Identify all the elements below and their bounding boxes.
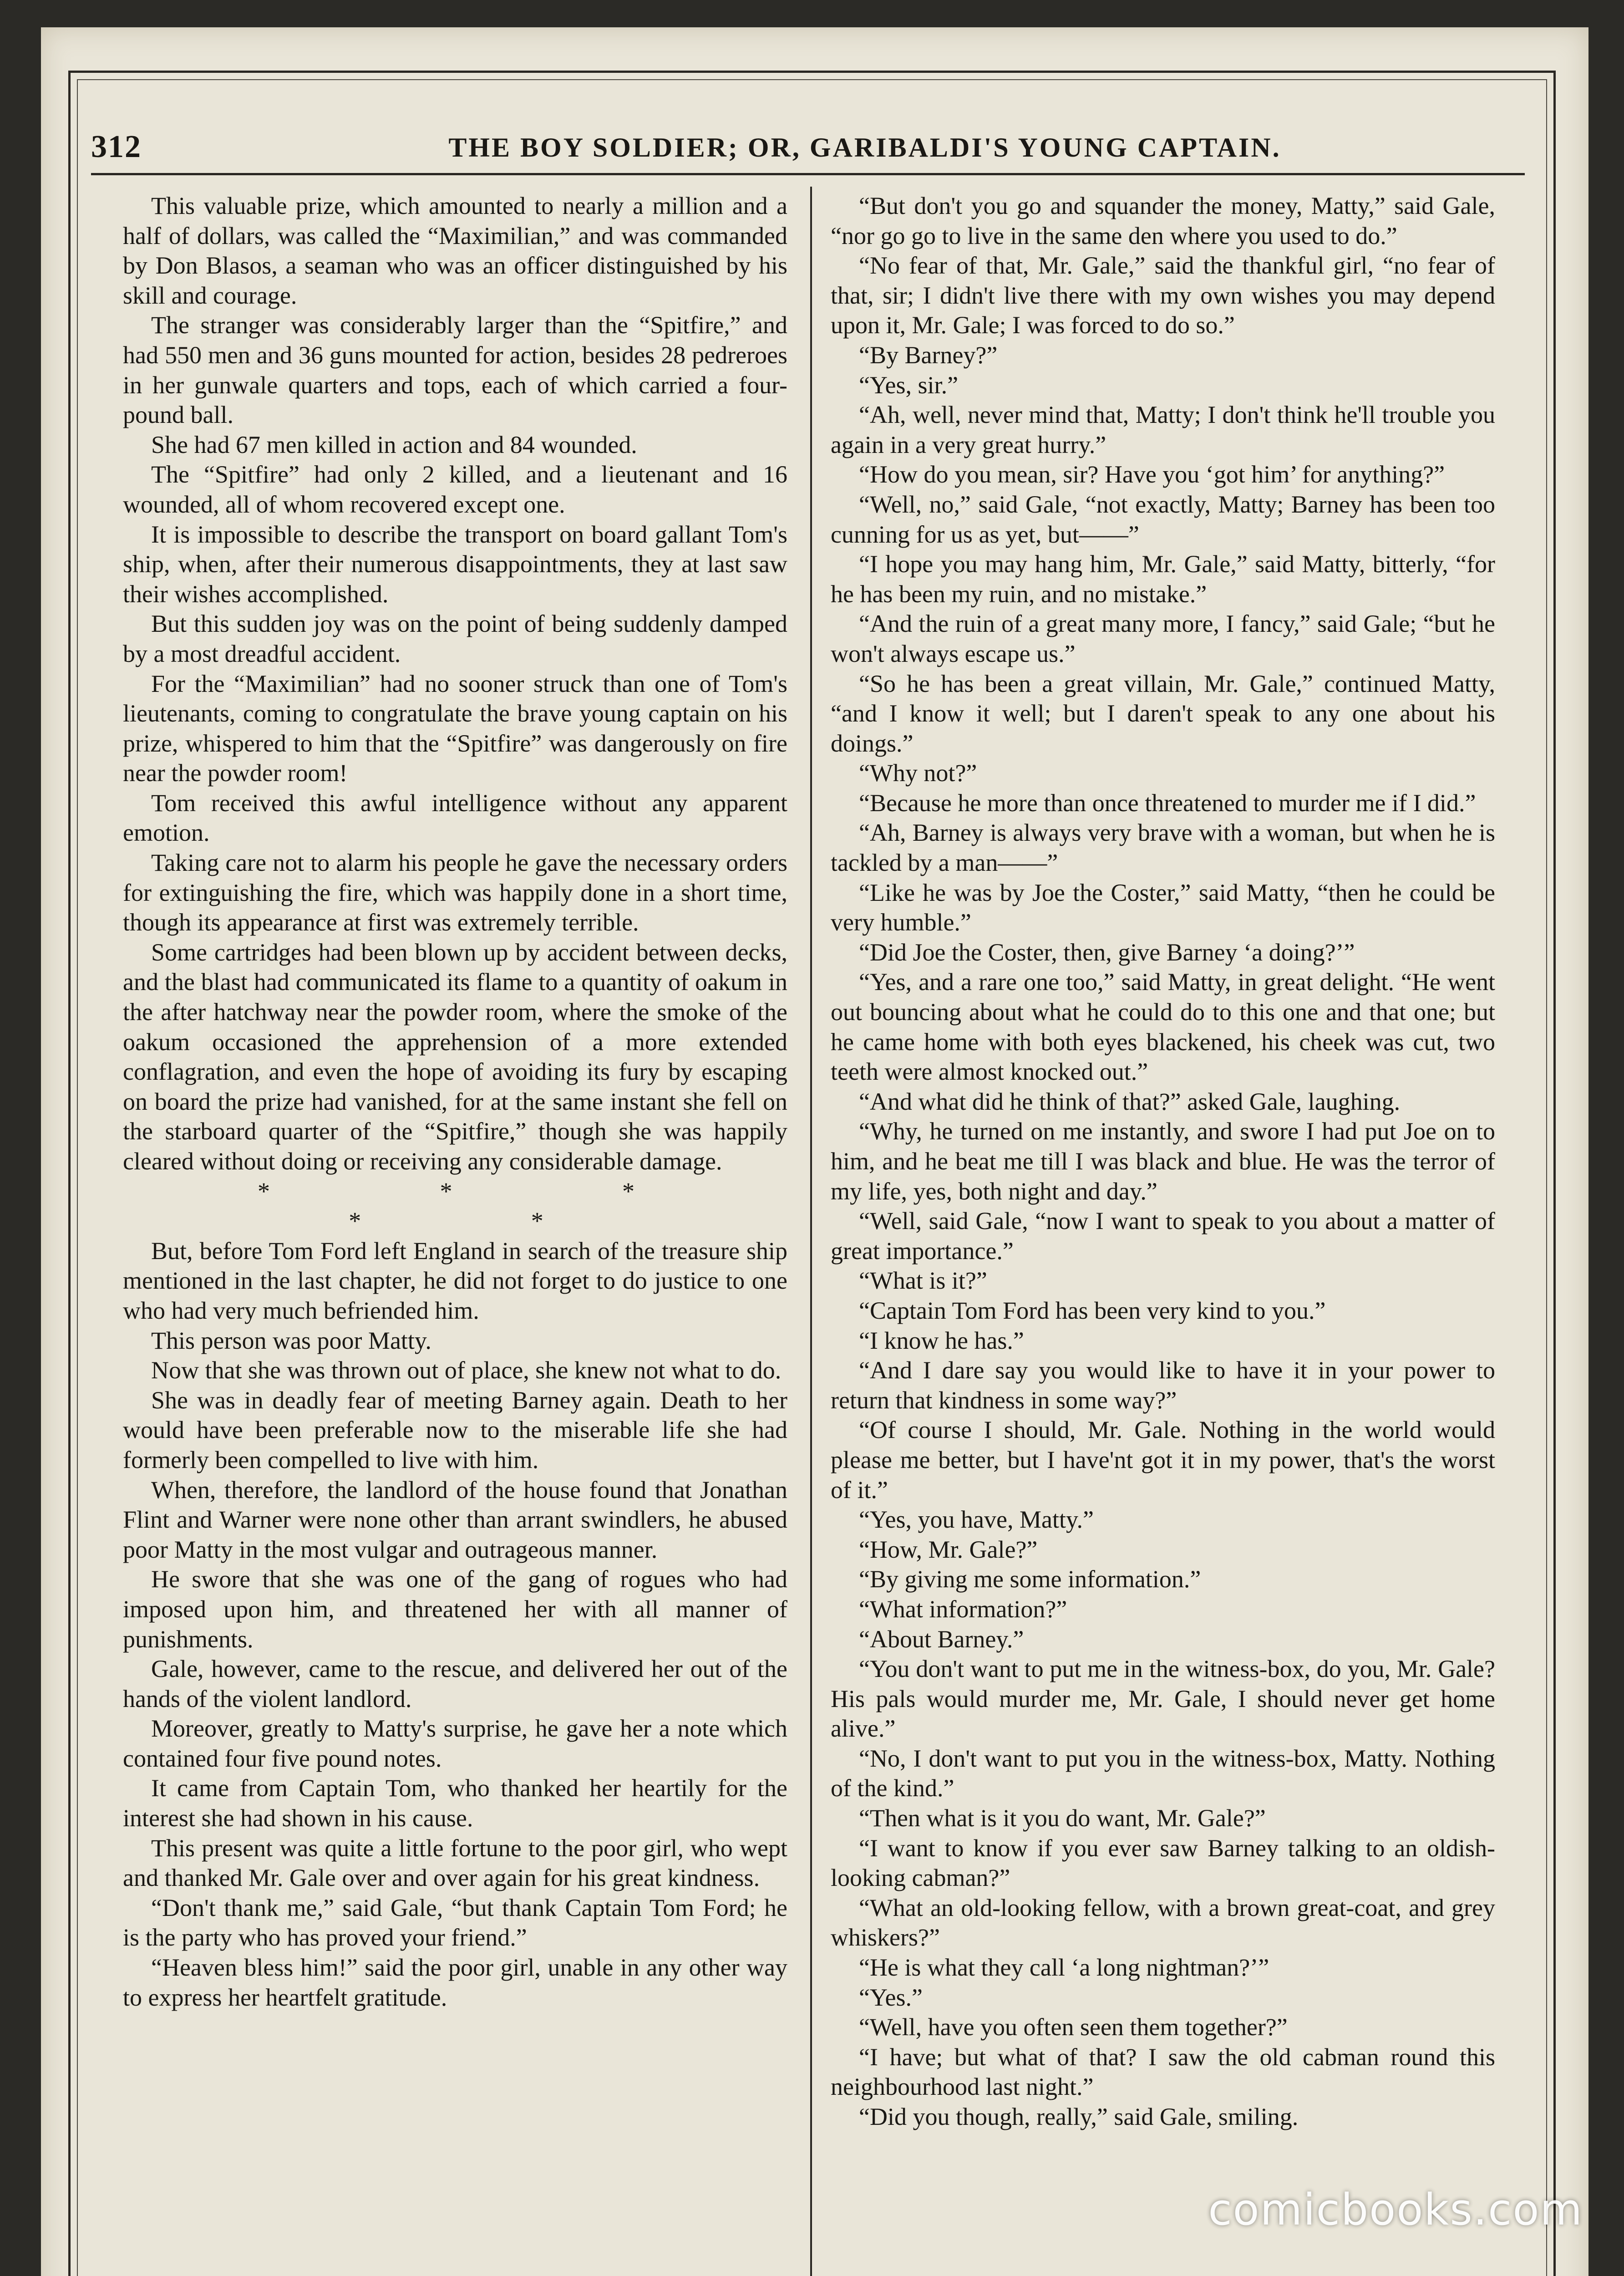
paragraph: “By Barney?” (859, 341, 998, 369)
paragraph: “I know he has.” (859, 1326, 1024, 1354)
paragraph: “He is what they call ‘a long nightman?’” (859, 1954, 1269, 1981)
paragraph: “What information?” (859, 1595, 1067, 1623)
paragraph: “Why, he turned on me instantly, and swore I had put Joe on to him, and he beat me till I was black and blue. He was the terror of my life, yes, both night and day.” (831, 1118, 1495, 1205)
paragraph: This valuable prize, which amounted to nearly a million and a half of dollars, was called the “Maximilian,” and was commanded by Don Blasos, a seaman who was an officer distinguished by his skill and courage. (123, 192, 787, 309)
paragraph: “And what did he think of that?” asked Gale, laughing. (859, 1087, 1401, 1115)
paragraph: “How do you mean, sir? Have you ‘got him’ for anything?” (859, 461, 1445, 488)
paragraph: “Did you though, really,” said Gale, smiling. (859, 2103, 1299, 2130)
paragraph: Moreover, greatly to Matty's surprise, he gave her a note which contained four five pound notes. (123, 1715, 787, 1772)
paragraph: Taking care not to alarm his people he gave the necessary orders for extinguishing the fire, which was happily done in a short time, though its appearance at first was extremely terrible. (123, 849, 787, 936)
paragraph: But this sudden joy was on the point of being suddenly damped by a most dreadful accident. (123, 610, 787, 667)
paragraph: “Well, have you often seen them together?” (859, 2013, 1288, 2041)
paragraph: “Captain Tom Ford has been very kind to you.” (859, 1296, 1326, 1324)
paragraph: Now that she was thrown out of place, she knew not what to do. (151, 1356, 782, 1384)
paragraph: “About Barney.” (859, 1625, 1024, 1653)
paragraph: “What is it?” (859, 1267, 987, 1295)
paragraph: “Yes, you have, Matty.” (859, 1506, 1094, 1534)
magazine-page (41, 27, 1588, 2276)
paragraph: “Why not?” (859, 759, 977, 787)
paragraph: “Like he was by Joe the Coster,” said Matty, “then he could be very humble.” (831, 879, 1495, 936)
paragraph: She was in deadly fear of meeting Barney again. Death to her would have been preferable now to the miserable life she had formerly been compelled to live with him. (123, 1386, 787, 1473)
paragraph: This present was quite a little fortune to the poor girl, who wept and thanked Mr. Gale over and over again for his great kindness. (123, 1834, 787, 1892)
paragraph: Some cartridges had been blown up by accident between decks, and the blast had communicated its flame to a quantity of oakum in the after hatchway near the powder room, where the smoke of the oakum occasioned the apprehension of a more extended conflagration, and even the hope of avoiding its fury by escaping on board the prize had vanished, for at the same instant she fell on the starboard quarter of the “Spitfire,” though she was happily cleared without doing or receiving any considerable damage. (123, 938, 787, 1175)
paragraph: “No fear of that, Mr. Gale,” said the thankful girl, “no fear of that, sir; I didn't live there with my own wishes you may depend upon it, Mr. Gale; I was forced to do so.” (831, 252, 1495, 339)
paragraph: “Ah, Barney is always very brave with a woman, but when he is tackled by a man——” (831, 819, 1495, 877)
paragraph: “Well, said Gale, “now I want to speak to you about a matter of great importance.” (831, 1207, 1495, 1265)
column-divider (810, 187, 812, 2276)
page-header (91, 107, 1525, 175)
page-number: 312 (91, 129, 142, 164)
paragraph: “Of course I should, Mr. Gale. Nothing in the world would please me better, but I have'nt got it in my power, that's the worst of it.” (831, 1416, 1495, 1504)
paragraph: Tom received this awful intelligence without any apparent emotion. (123, 789, 787, 847)
paragraph: “Ah, well, never mind that, Matty; I don't think he'll trouble you again in a very great hurry.” (831, 401, 1495, 458)
paragraph: This person was poor Matty. (151, 1326, 431, 1354)
paragraph: For the “Maximilian” had no sooner struck than one of Tom's lieutenants, coming to congratulate the brave young captain on his prize, whispered to him that the “Spitfire” was dangerously on fire near the powder room! (123, 670, 787, 787)
paragraph: “Yes, sir.” (859, 371, 959, 399)
paragraph: The “Spitfire” had only 2 killed, and a lieutenant and 16 wounded, all of whom recovered except one. (123, 461, 787, 518)
site-watermark: comicbooks.com (1208, 2185, 1583, 2235)
paragraph: It came from Captain Tom, who thanked her heartily for the interest she had shown in his cause. (123, 1774, 787, 1832)
paragraph: “Because he more than once threatened to murder me if I did.” (859, 789, 1476, 817)
paragraph: “Did Joe the Coster, then, give Barney ‘a doing?’” (859, 938, 1355, 966)
running-title: THE BOY SOLDIER; OR, GARIBALDI'S YOUNG CAPTAIN. (448, 132, 1281, 163)
header-rule (91, 173, 1525, 175)
paragraph: “You don't want to put me in the witness-box, do you, Mr. Gale? His pals would murder me, Mr. Gale, I should never get home alive.” (831, 1655, 1495, 1743)
paragraph: He swore that she was one of the gang of rogues who had imposed upon him, and threatened her with all manner of punishments. (123, 1565, 787, 1653)
paragraph: “What an old-looking fellow, with a brown great-coat, and grey whiskers?” (831, 1894, 1495, 1951)
paragraph: “So he has been a great villain, Mr. Gale,” continued Matty, “and I know it well; but I daren't speak to any one about his doings.” (831, 670, 1495, 757)
paragraph: “I have; but what of that? I saw the old cabman round this neighbourhood last night.” (831, 2043, 1495, 2101)
paragraph: It is impossible to describe the transport on board gallant Tom's ship, when, after their numerous disappointments, they at last saw their wishes accomplished. (123, 520, 787, 608)
left-text-column (123, 191, 787, 2276)
paragraph: “I want to know if you ever saw Barney talking to an oldish-looking cabman?” (831, 1834, 1495, 1892)
paragraph: When, therefore, the landlord of the house found that Jonathan Flint and Warner were none other than arrant swindlers, he abused poor Matty in the most vulgar and outrageous manner. (123, 1476, 787, 1563)
paragraph: She had 67 men killed in action and 84 wounded. (151, 431, 637, 458)
paragraph: “And I dare say you would like to have it in your power to return that kindness in some way?” (831, 1356, 1495, 1414)
paragraph: “Well, no,” said Gale, “not exactly, Matty; Barney has been too cunning for us as yet, but——” (831, 490, 1495, 548)
paragraph: “Yes, and a rare one too,” said Matty, in great delight. “He went out bouncing about what he could do to this one and that one; but he came home with both eyes blackened, his cheek was cut, two teeth were almost knocked out.” (831, 968, 1495, 1086)
paragraph: “I hope you may hang him, Mr. Gale,” said Matty, bitterly, “for he has been my ruin, and no mistake.” (831, 550, 1495, 608)
paragraph: “And the ruin of a great many more, I fancy,” said Gale; “but he won't always escape us.” (831, 610, 1495, 667)
paragraph: “How, Mr. Gale?” (859, 1535, 1038, 1563)
paragraph: “Then what is it you do want, Mr. Gale?” (859, 1804, 1266, 1832)
paragraph: * * * * * (258, 1177, 716, 1235)
paragraph: “Don't thank me,” said Gale, “but thank Captain Tom Ford; he is the party who has proved your friend.” (123, 1894, 787, 1951)
paragraph: “Yes.” (859, 1983, 923, 2011)
paragraph: “No, I don't want to put you in the witness-box, Matty. Nothing of the kind.” (831, 1744, 1495, 1802)
paragraph: Gale, however, came to the rescue, and delivered her out of the hands of the violent landlord. (123, 1655, 787, 1712)
paragraph: “But don't you go and squander the money, Matty,” said Gale, “nor go go to live in the same den where you used to do.” (831, 192, 1495, 249)
paragraph: But, before Tom Ford left England in search of the treasure ship mentioned in the last chapter, he did not forget to do justice to one who had very much befriended him. (123, 1237, 787, 1324)
paragraph: “Heaven bless him!” said the poor girl, unable in any other way to express her heartfelt gratitude. (123, 1954, 787, 2011)
paragraph: “By giving me some information.” (859, 1565, 1201, 1593)
right-text-column (831, 191, 1495, 2276)
paragraph: The stranger was considerably larger than the “Spitfire,” and had 550 men and 36 guns mounted for action, besides 28 pedreroes in her gunwale quarters and tops, each of which carried a four-pound ball. (123, 311, 787, 429)
